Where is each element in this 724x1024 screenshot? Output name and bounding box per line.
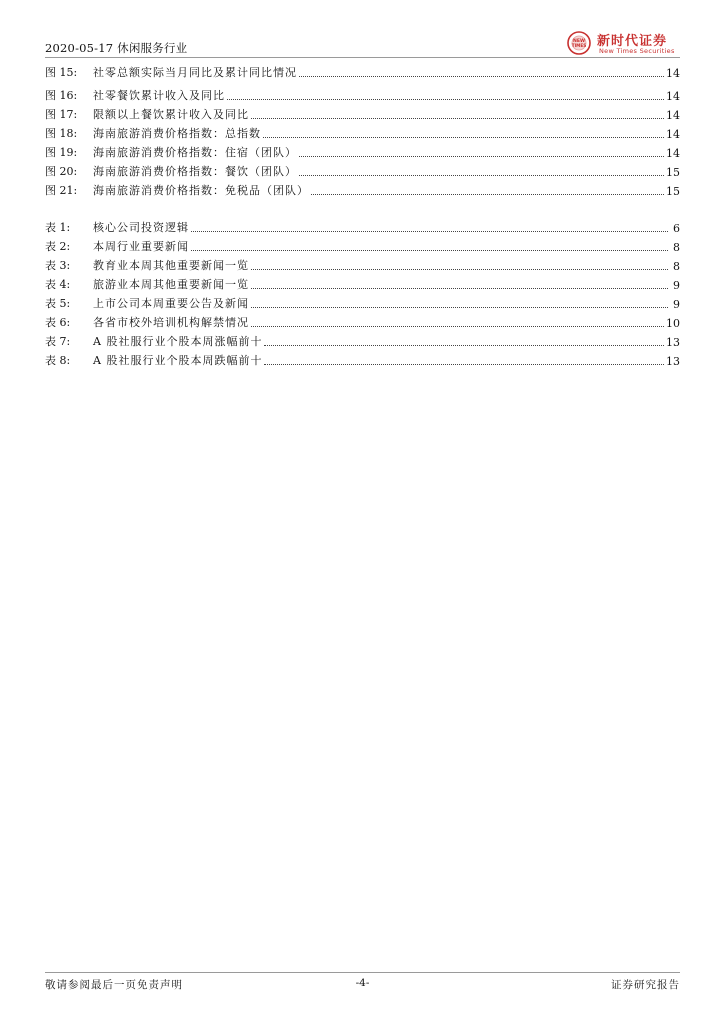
toc-dot-leader	[251, 287, 668, 289]
toc-entry-page: 13	[666, 336, 680, 349]
footer-disclaimer: 敬请参阅最后一页免责声明	[45, 979, 183, 991]
logo-chinese-name: 新时代证券	[597, 34, 668, 49]
toc-entry-table[interactable]	[45, 257, 680, 273]
toc-entry-label: 图 19:	[45, 146, 78, 159]
toc-dot-leader	[311, 193, 664, 195]
toc-entry-page: 15	[666, 185, 680, 198]
toc-dot-leader	[227, 98, 664, 100]
page-number: -4-	[355, 977, 370, 989]
toc-entry-table[interactable]	[45, 333, 680, 349]
toc-entry-page: 9	[673, 279, 680, 292]
toc-entry-label: 图 20:	[45, 165, 78, 178]
toc-entry-page: 14	[666, 128, 680, 141]
toc-entry-label: 表 2:	[45, 240, 71, 253]
page-footer	[45, 977, 680, 993]
company-logo	[565, 30, 680, 56]
toc-entry-title: 本周行业重要新闻	[93, 240, 189, 253]
toc-dot-leader	[264, 344, 664, 346]
toc-entry-label: 表 7:	[45, 335, 71, 348]
toc-entry-title: 社零总额实际当月同比及累计同比情况	[93, 66, 297, 79]
toc-entry-label: 表 4:	[45, 278, 71, 291]
toc-entry-table[interactable]	[45, 295, 680, 311]
toc-entry-table[interactable]	[45, 276, 680, 292]
toc-entry-title: 各省市校外培训机构解禁情况	[93, 316, 249, 329]
toc-entry-table[interactable]	[45, 352, 680, 368]
toc-entry-label: 表 8:	[45, 354, 71, 367]
toc-dot-leader	[191, 249, 668, 251]
toc-entry-title: 核心公司投资逻辑	[93, 221, 189, 234]
toc-entry-title: 旅游业本周其他重要新闻一览	[93, 278, 249, 291]
toc-entry-page: 14	[666, 109, 680, 122]
footer-divider	[45, 972, 680, 973]
toc-entry-figure[interactable]	[45, 87, 680, 103]
toc-entry-label: 表 1:	[45, 221, 71, 234]
toc-entry-table[interactable]	[45, 238, 680, 254]
toc-entry-figure[interactable]	[45, 144, 680, 160]
toc-dot-leader	[263, 136, 664, 138]
toc-entry-label: 图 17:	[45, 108, 78, 121]
toc-dot-leader	[251, 268, 668, 270]
toc-dot-leader	[299, 75, 664, 77]
toc-entry-title: 海南旅游消费价格指数：住宿（团队）	[93, 146, 297, 159]
svg-text:NEW: NEW	[572, 39, 586, 44]
toc-entry-title: 海南旅游消费价格指数：总指数	[93, 127, 261, 140]
toc-entry-title: A 股社服行业个股本周跌幅前十	[93, 354, 263, 367]
toc-dot-leader	[251, 117, 664, 119]
svg-text:TIMES: TIMES	[571, 43, 587, 48]
toc-entry-page: 8	[673, 241, 680, 254]
toc-dot-leader	[299, 174, 664, 176]
toc-entry-figure[interactable]	[45, 106, 680, 122]
toc-entry-page: 10	[666, 317, 680, 330]
toc-entry-page: 14	[666, 147, 680, 160]
new-times-logo-icon	[565, 30, 593, 56]
toc-entry-title: 教育业本周其他重要新闻一览	[93, 259, 249, 272]
toc-entry-title: 上市公司本周重要公告及新闻	[93, 297, 249, 310]
logo-english-name: New Times Securities	[599, 47, 675, 55]
toc-entry-figure[interactable]	[45, 125, 680, 141]
toc-entry-figure[interactable]	[45, 64, 680, 80]
toc-entry-title: A 股社服行业个股本周涨幅前十	[93, 335, 263, 348]
toc-entry-page: 13	[666, 355, 680, 368]
footer-report-type: 证券研究报告	[611, 979, 680, 991]
toc-entry-table[interactable]	[45, 314, 680, 330]
toc-dot-leader	[191, 230, 668, 232]
toc-entry-table[interactable]	[45, 219, 680, 235]
toc-entry-page: 8	[673, 260, 680, 273]
toc-entry-label: 图 18:	[45, 127, 78, 140]
toc-entry-figure[interactable]	[45, 182, 680, 198]
toc-entry-label: 图 21:	[45, 184, 78, 197]
toc-entry-figure[interactable]	[45, 163, 680, 179]
header-divider	[45, 57, 680, 58]
report-date-industry: 2020-05-17 休闲服务行业	[45, 41, 188, 55]
toc-entry-page: 6	[673, 222, 680, 235]
toc-entry-page: 9	[673, 298, 680, 311]
toc-entry-label: 表 6:	[45, 316, 71, 329]
toc-entry-page: 14	[666, 67, 680, 80]
toc-entry-label: 表 5:	[45, 297, 71, 310]
toc-entry-label: 表 3:	[45, 259, 71, 272]
toc-dot-leader	[251, 325, 664, 327]
toc-entry-label: 图 16:	[45, 89, 78, 102]
toc-entry-label: 图 15:	[45, 66, 78, 79]
toc-entry-title: 海南旅游消费价格指数：餐饮（团队）	[93, 165, 297, 178]
toc-entry-title: 海南旅游消费价格指数：免税品（团队）	[93, 184, 309, 197]
toc-dot-leader	[264, 363, 664, 365]
toc-entry-page: 14	[666, 90, 680, 103]
toc-entry-title: 限额以上餐饮累计收入及同比	[93, 108, 249, 121]
toc-entry-page: 15	[666, 166, 680, 179]
toc-entry-title: 社零餐饮累计收入及同比	[93, 89, 225, 102]
toc-dot-leader	[251, 306, 668, 308]
toc-dot-leader	[299, 155, 664, 157]
